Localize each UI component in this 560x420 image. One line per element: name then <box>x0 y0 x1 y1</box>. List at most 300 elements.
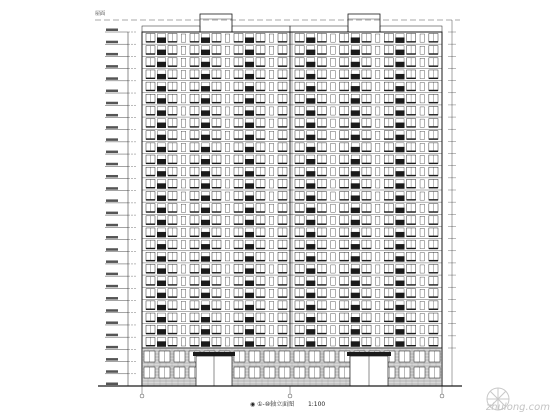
window-sill <box>212 53 221 54</box>
window-sill <box>295 138 304 139</box>
narrow-window <box>375 70 379 78</box>
window-sill <box>362 126 371 127</box>
level-text-mark <box>106 126 118 129</box>
level-text-mark <box>106 248 118 251</box>
window-sill <box>190 163 199 164</box>
narrow-window <box>181 192 185 200</box>
window-sill <box>212 163 221 164</box>
window-sill <box>146 138 155 139</box>
window-sill <box>190 248 199 249</box>
narrow-window <box>420 58 424 66</box>
narrow-window <box>181 83 185 91</box>
window-sill <box>234 163 243 164</box>
window-sill <box>168 309 177 310</box>
window-sill <box>362 90 371 91</box>
parapet <box>142 26 200 32</box>
window-sill <box>168 151 177 152</box>
window-sill <box>317 248 326 249</box>
narrow-window <box>420 314 424 322</box>
axis-bubble <box>140 394 144 398</box>
window-sill <box>256 41 265 42</box>
narrow-window <box>331 58 335 66</box>
narrow-window <box>225 314 229 322</box>
window-sill <box>256 65 265 66</box>
narrow-window <box>181 265 185 273</box>
narrow-window <box>181 180 185 188</box>
level-text-mark <box>106 346 118 349</box>
entrance-canopy <box>347 352 391 356</box>
roof-level-label: 屋面 <box>95 11 106 17</box>
level-text-mark <box>106 199 118 202</box>
window-sill <box>278 333 287 334</box>
narrow-window <box>375 326 379 334</box>
window-sill <box>234 284 243 285</box>
level-text-mark <box>106 77 118 80</box>
window-sill <box>256 102 265 103</box>
window-sill <box>146 151 155 152</box>
level-text-mark <box>106 53 118 56</box>
narrow-window <box>375 58 379 66</box>
window-sill <box>212 248 221 249</box>
window-sill <box>429 296 438 297</box>
window-sill <box>278 248 287 249</box>
window-sill <box>146 90 155 91</box>
window-sill <box>429 187 438 188</box>
window-sill <box>295 53 304 54</box>
window-sill <box>278 211 287 212</box>
parapet <box>290 26 348 32</box>
window-sill <box>295 223 304 224</box>
narrow-window <box>375 107 379 115</box>
window-sill <box>407 65 416 66</box>
narrow-window <box>375 83 379 91</box>
window-sill <box>295 296 304 297</box>
window-sill <box>340 78 349 79</box>
window-sill <box>317 211 326 212</box>
narrow-window <box>181 204 185 212</box>
narrow-window <box>225 326 229 334</box>
narrow-window <box>181 34 185 42</box>
window-sill <box>168 199 177 200</box>
narrow-window <box>269 168 273 176</box>
window-sill <box>168 175 177 176</box>
window-sill <box>407 211 416 212</box>
window-sill <box>340 272 349 273</box>
window-sill <box>362 175 371 176</box>
window-sill <box>256 138 265 139</box>
level-text-mark <box>106 114 118 117</box>
window-sill <box>429 236 438 237</box>
window-sill <box>317 102 326 103</box>
window-sill <box>295 211 304 212</box>
window-sill <box>317 284 326 285</box>
window-sill <box>340 345 349 346</box>
window-sill <box>362 102 371 103</box>
podium-base <box>98 348 462 398</box>
narrow-window <box>225 265 229 273</box>
window-sill <box>190 272 199 273</box>
narrow-window <box>225 277 229 285</box>
window-sill <box>317 199 326 200</box>
narrow-window <box>420 204 424 212</box>
narrow-window <box>225 228 229 236</box>
caption-scale: 1:100 <box>307 401 326 408</box>
level-text-mark <box>106 273 118 276</box>
building-elevation <box>142 14 442 386</box>
narrow-window <box>181 253 185 261</box>
window-sill <box>168 138 177 139</box>
window-sill <box>190 199 199 200</box>
window-sill <box>340 175 349 176</box>
narrow-window <box>331 46 335 54</box>
narrow-window <box>225 204 229 212</box>
window-sill <box>168 114 177 115</box>
level-text-mark <box>106 212 118 215</box>
window-sill <box>256 151 265 152</box>
window-sill <box>340 321 349 322</box>
window-sill <box>317 138 326 139</box>
window-sill <box>340 41 349 42</box>
narrow-window <box>375 143 379 151</box>
window-sill <box>362 333 371 334</box>
window-sill <box>212 90 221 91</box>
narrow-window <box>420 326 424 334</box>
window-sill <box>234 151 243 152</box>
window-sill <box>384 53 393 54</box>
narrow-window <box>181 241 185 249</box>
window-sill <box>407 345 416 346</box>
window-sill <box>340 65 349 66</box>
window-sill <box>168 78 177 79</box>
window-sill <box>168 163 177 164</box>
narrow-window <box>331 143 335 151</box>
narrow-window <box>331 314 335 322</box>
window-sill <box>234 296 243 297</box>
window-sill <box>384 333 393 334</box>
narrow-window <box>181 338 185 346</box>
window-sill <box>340 138 349 139</box>
window-sill <box>407 102 416 103</box>
window-sill <box>146 78 155 79</box>
window-sill <box>234 272 243 273</box>
window-sill <box>295 309 304 310</box>
window-sill <box>146 284 155 285</box>
narrow-window <box>331 131 335 139</box>
window-sill <box>429 223 438 224</box>
window-sill <box>317 151 326 152</box>
drawing-caption <box>250 399 325 408</box>
roof-tower <box>200 14 232 32</box>
window-sill <box>146 102 155 103</box>
narrow-window <box>269 70 273 78</box>
narrow-window <box>181 119 185 127</box>
window-sill <box>234 175 243 176</box>
window-sill <box>212 175 221 176</box>
window-sill <box>146 114 155 115</box>
narrow-window <box>181 168 185 176</box>
window-sill <box>295 260 304 261</box>
window-sill <box>295 236 304 237</box>
narrow-window <box>181 95 185 103</box>
window-sill <box>429 138 438 139</box>
window-sill <box>295 163 304 164</box>
window-sill <box>146 199 155 200</box>
window-sill <box>190 114 199 115</box>
narrow-window <box>181 289 185 297</box>
window-sill <box>429 175 438 176</box>
window-sill <box>407 272 416 273</box>
window-sill <box>362 260 371 261</box>
level-text-mark <box>106 90 118 93</box>
window-sill <box>429 90 438 91</box>
window-sill <box>168 65 177 66</box>
window-sill <box>407 151 416 152</box>
narrow-window <box>269 338 273 346</box>
narrow-window <box>225 46 229 54</box>
window-sill <box>362 223 371 224</box>
window-sill <box>190 236 199 237</box>
window-sill <box>407 260 416 261</box>
window-sill <box>234 187 243 188</box>
window-sill <box>212 102 221 103</box>
narrow-window <box>420 338 424 346</box>
narrow-window <box>375 204 379 212</box>
window-sill <box>190 53 199 54</box>
window-sill <box>256 223 265 224</box>
narrow-window <box>269 143 273 151</box>
window-sill <box>278 41 287 42</box>
window-sill <box>278 151 287 152</box>
caption-title: ①-⑩轴立面图 <box>257 401 295 408</box>
window-sill <box>362 53 371 54</box>
narrow-window <box>331 326 335 334</box>
narrow-window <box>181 228 185 236</box>
window-sill <box>362 78 371 79</box>
narrow-window <box>420 107 424 115</box>
window-sill <box>407 90 416 91</box>
window-sill <box>146 163 155 164</box>
window-sill <box>168 53 177 54</box>
window-sill <box>407 333 416 334</box>
level-text-mark <box>106 370 118 373</box>
window-sill <box>317 114 326 115</box>
window-sill <box>384 296 393 297</box>
narrow-window <box>375 46 379 54</box>
narrow-window <box>375 168 379 176</box>
window-sill <box>146 333 155 334</box>
window-sill <box>256 345 265 346</box>
narrow-window <box>225 131 229 139</box>
window-sill <box>212 333 221 334</box>
narrow-window <box>420 143 424 151</box>
window-sill <box>278 102 287 103</box>
window-sill <box>384 187 393 188</box>
window-sill <box>234 321 243 322</box>
window-sill <box>256 163 265 164</box>
window-sill <box>384 151 393 152</box>
window-sill <box>278 345 287 346</box>
window-sill <box>384 138 393 139</box>
window-sill <box>146 223 155 224</box>
window-sill <box>212 114 221 115</box>
window-sill <box>146 296 155 297</box>
window-sill <box>234 53 243 54</box>
window-sill <box>317 309 326 310</box>
window-sill <box>256 284 265 285</box>
narrow-window <box>181 70 185 78</box>
window-sill <box>168 90 177 91</box>
narrow-window <box>269 156 273 164</box>
narrow-window <box>225 192 229 200</box>
window-sill <box>278 321 287 322</box>
window-sill <box>429 151 438 152</box>
level-text-mark <box>106 260 118 263</box>
narrow-window <box>269 301 273 309</box>
window-sill <box>146 65 155 66</box>
window-sill <box>384 284 393 285</box>
window-sill <box>317 175 326 176</box>
narrow-window <box>269 58 273 66</box>
window-sill <box>212 345 221 346</box>
window-sill <box>362 284 371 285</box>
window-sill <box>362 138 371 139</box>
narrow-window <box>269 277 273 285</box>
narrow-window <box>269 46 273 54</box>
window-sill <box>295 41 304 42</box>
window-sill <box>429 102 438 103</box>
narrow-window <box>331 107 335 115</box>
window-sill <box>190 187 199 188</box>
window-sill <box>340 284 349 285</box>
window-sill <box>278 175 287 176</box>
window-sill <box>362 65 371 66</box>
narrow-window <box>331 95 335 103</box>
window-sill <box>384 272 393 273</box>
narrow-window <box>269 314 273 322</box>
narrow-window <box>331 289 335 297</box>
window-sill <box>317 345 326 346</box>
narrow-window <box>420 241 424 249</box>
window-sill <box>429 114 438 115</box>
window-sill <box>190 223 199 224</box>
window-sill <box>295 90 304 91</box>
window-sill <box>190 65 199 66</box>
window-sill <box>362 163 371 164</box>
window-sill <box>190 260 199 261</box>
level-text-mark <box>106 175 118 178</box>
narrow-window <box>375 289 379 297</box>
narrow-window <box>269 204 273 212</box>
narrow-window <box>375 156 379 164</box>
window-sill <box>278 138 287 139</box>
window-sill <box>190 102 199 103</box>
level-text-mark <box>106 41 118 44</box>
narrow-window <box>225 119 229 127</box>
window-sill <box>256 90 265 91</box>
level-text-mark <box>106 138 118 141</box>
window-sill <box>429 199 438 200</box>
level-text-mark <box>106 151 118 154</box>
window-sill <box>190 345 199 346</box>
narrow-window <box>420 180 424 188</box>
window-sill <box>362 151 371 152</box>
window-sill <box>384 309 393 310</box>
window-sill <box>362 187 371 188</box>
narrow-window <box>225 95 229 103</box>
window-sill <box>278 296 287 297</box>
narrow-window <box>331 301 335 309</box>
window-sill <box>429 126 438 127</box>
window-sill <box>168 345 177 346</box>
window-sill <box>168 187 177 188</box>
window-sill <box>362 236 371 237</box>
narrow-window <box>269 131 273 139</box>
narrow-window <box>375 228 379 236</box>
window-sill <box>278 309 287 310</box>
window-sill <box>146 175 155 176</box>
narrow-window <box>225 289 229 297</box>
window-sill <box>168 41 177 42</box>
narrow-window <box>420 192 424 200</box>
window-sill <box>384 248 393 249</box>
window-sill <box>340 199 349 200</box>
narrow-window <box>331 277 335 285</box>
narrow-window <box>225 34 229 42</box>
window-sill <box>384 236 393 237</box>
narrow-window <box>375 253 379 261</box>
window-sill <box>256 236 265 237</box>
narrow-window <box>269 228 273 236</box>
window-sill <box>384 78 393 79</box>
window-sill <box>146 272 155 273</box>
narrow-window <box>269 289 273 297</box>
window-sill <box>168 284 177 285</box>
narrow-window <box>269 95 273 103</box>
window-sill <box>295 151 304 152</box>
window-sill <box>190 309 199 310</box>
window-sill <box>234 114 243 115</box>
window-sill <box>168 321 177 322</box>
level-text-mark <box>106 65 118 68</box>
level-text-mark <box>106 224 118 227</box>
window-sill <box>384 126 393 127</box>
window-sill <box>278 223 287 224</box>
narrow-window <box>331 168 335 176</box>
window-sill <box>340 333 349 334</box>
level-text-mark <box>106 285 118 288</box>
window-sill <box>146 53 155 54</box>
narrow-window <box>420 168 424 176</box>
narrow-window <box>331 265 335 273</box>
level-text-mark <box>106 383 118 386</box>
window-sill <box>212 296 221 297</box>
narrow-window <box>375 216 379 224</box>
window-sill <box>190 284 199 285</box>
narrow-window <box>331 119 335 127</box>
window-sill <box>384 90 393 91</box>
window-sill <box>429 41 438 42</box>
window-sill <box>295 248 304 249</box>
window-sill <box>190 211 199 212</box>
window-sill <box>340 248 349 249</box>
window-sill <box>278 272 287 273</box>
window-sill <box>278 260 287 261</box>
window-sill <box>212 236 221 237</box>
window-sill <box>340 211 349 212</box>
narrow-window <box>181 46 185 54</box>
entrance-canopy <box>193 352 235 356</box>
window-sill <box>429 309 438 310</box>
